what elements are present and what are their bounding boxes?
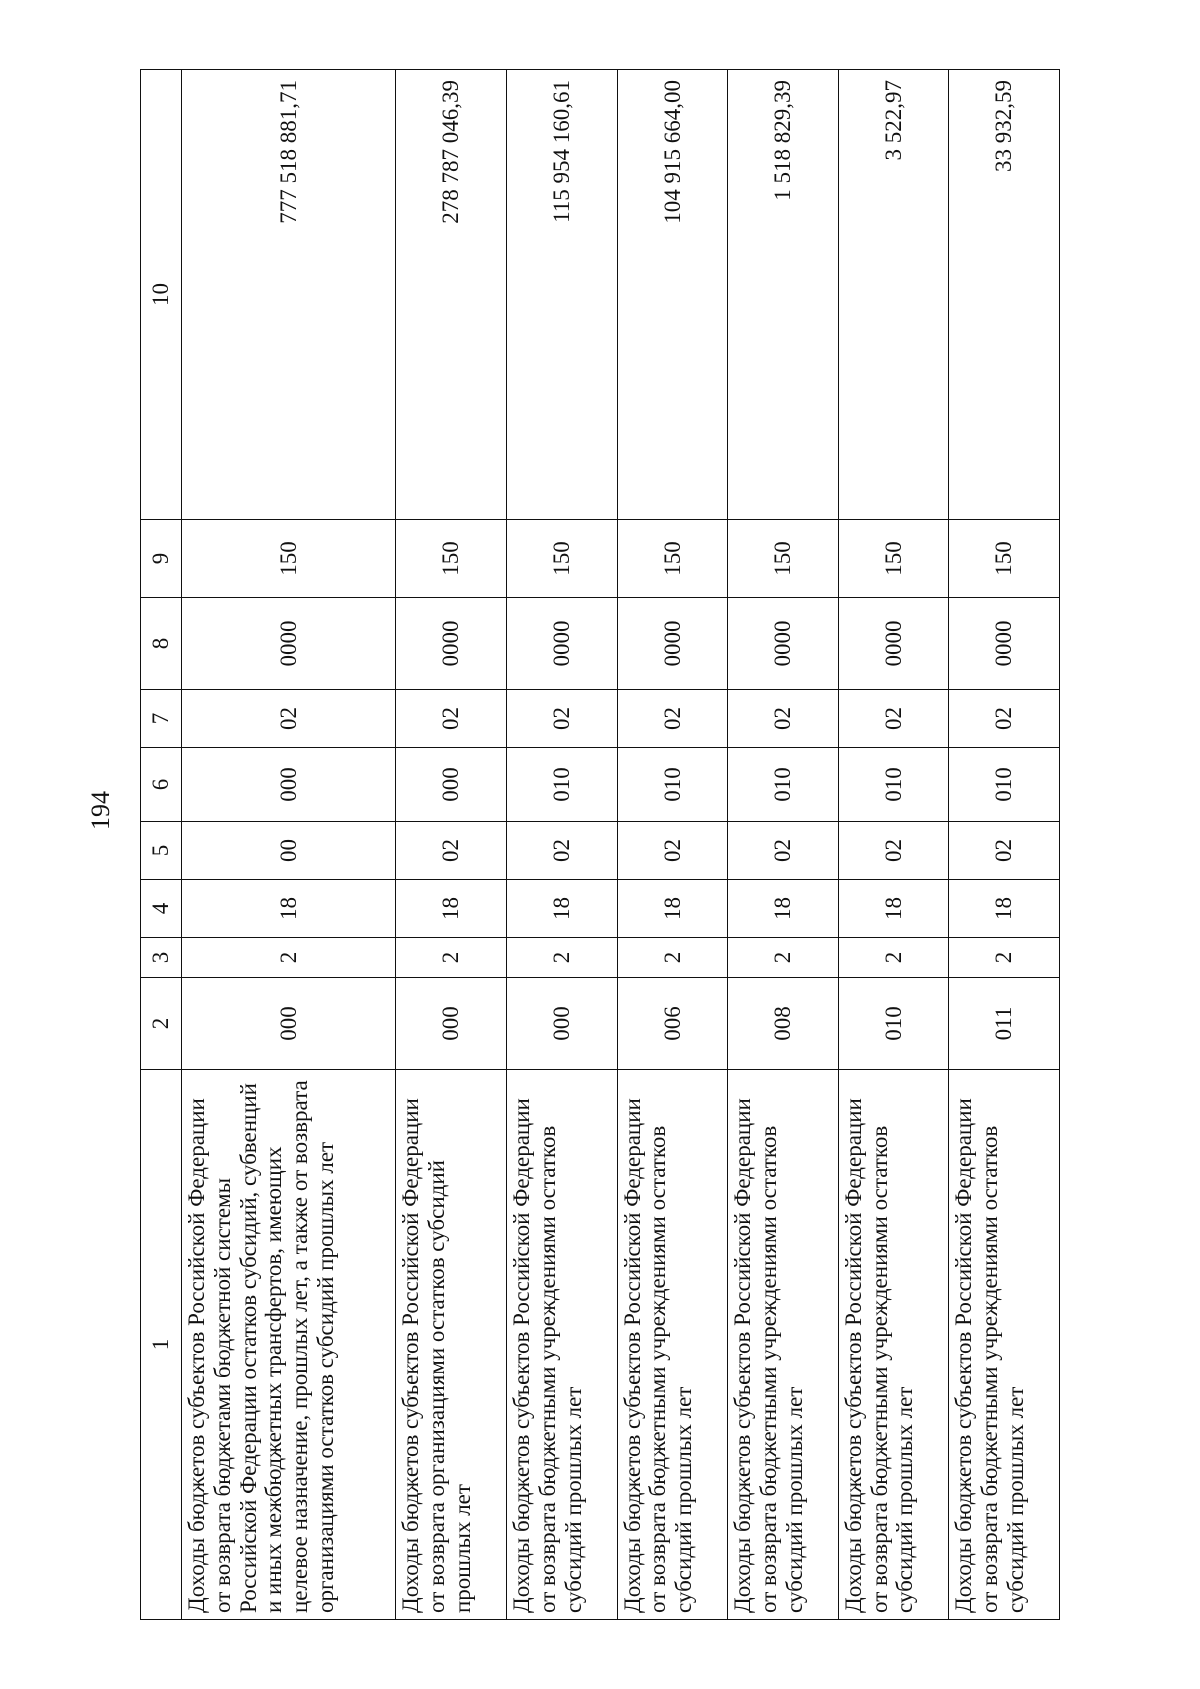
code-cell-c8: 0000	[617, 598, 728, 690]
code-cell-c6: 010	[617, 748, 728, 822]
column-header-2: 2	[141, 978, 182, 1070]
code-cell-c5: 02	[949, 822, 1060, 880]
code-cell-c4: 18	[949, 880, 1060, 938]
table-body	[182, 70, 1060, 1620]
code-cell-c9: 150	[396, 520, 507, 598]
code-cell-c2: 011	[949, 978, 1060, 1070]
code-cell-c3: 2	[182, 938, 396, 978]
code-cell-c9: 150	[728, 520, 839, 598]
code-cell-c5: 02	[617, 822, 728, 880]
column-header-9: 9	[141, 520, 182, 598]
code-cell-c8: 0000	[182, 598, 396, 690]
code-cell-c3: 2	[838, 938, 949, 978]
code-cell-c3: 2	[396, 938, 507, 978]
revenue-description: Доходы бюджетов субъектов Российской Федерации от возврата бюджетными учреждениями остатков субсидий прошлых лет	[507, 1070, 618, 1620]
table-row	[617, 70, 728, 1620]
revenue-description: Доходы бюджетов субъектов Российской Федерации от возврата бюджетными учреждениями остатков субсидий прошлых лет	[617, 1070, 728, 1620]
code-cell-c4: 18	[396, 880, 507, 938]
table-row	[838, 70, 949, 1620]
code-cell-c8: 0000	[396, 598, 507, 690]
code-cell-c2: 000	[396, 978, 507, 1070]
code-cell-c2: 008	[728, 978, 839, 1070]
code-cell-c9: 150	[182, 520, 396, 598]
amount-cell: 115 954 160,61	[507, 70, 618, 520]
code-cell-c3: 2	[617, 938, 728, 978]
code-cell-c7: 02	[396, 690, 507, 748]
column-header-5: 5	[141, 822, 182, 880]
code-cell-c4: 18	[838, 880, 949, 938]
code-cell-c9: 150	[617, 520, 728, 598]
code-cell-c7: 02	[728, 690, 839, 748]
table-row	[507, 70, 618, 1620]
code-cell-c2: 000	[507, 978, 618, 1070]
budget-table-container	[140, 70, 1060, 1620]
column-header-3: 3	[141, 938, 182, 978]
amount-cell: 3 522,97	[838, 70, 949, 520]
code-cell-c4: 18	[507, 880, 618, 938]
column-header-6: 6	[141, 748, 182, 822]
code-cell-c8: 0000	[949, 598, 1060, 690]
column-header-8: 8	[141, 598, 182, 690]
code-cell-c2: 006	[617, 978, 728, 1070]
code-cell-c6: 010	[728, 748, 839, 822]
code-cell-c3: 2	[728, 938, 839, 978]
code-cell-c9: 150	[949, 520, 1060, 598]
code-cell-c6: 010	[949, 748, 1060, 822]
code-cell-c5: 02	[728, 822, 839, 880]
code-cell-c8: 0000	[507, 598, 618, 690]
amount-cell: 278 787 046,39	[396, 70, 507, 520]
code-cell-c9: 150	[507, 520, 618, 598]
code-cell-c6: 010	[507, 748, 618, 822]
page-number: 194	[86, 791, 115, 830]
code-cell-c6: 010	[838, 748, 949, 822]
table-row	[949, 70, 1060, 1620]
code-cell-c5: 02	[838, 822, 949, 880]
amount-cell: 1 518 829,39	[728, 70, 839, 520]
code-cell-c8: 0000	[838, 598, 949, 690]
code-cell-c2: 000	[182, 978, 396, 1070]
code-cell-c6: 000	[396, 748, 507, 822]
revenue-description: Доходы бюджетов субъектов Российской Федерации от возврата бюджетами бюджетной системы Российской Федерации остатков субсидий, субвенций и иных межбюджетных трансфертов, имеющих целевое назначение, прошлых лет, а также от возврата организациями остатков субсидий прошлых лет	[182, 1070, 396, 1620]
code-cell-c5: 00	[182, 822, 396, 880]
code-cell-c4: 18	[728, 880, 839, 938]
header-row	[141, 70, 182, 1620]
column-header-7: 7	[141, 690, 182, 748]
code-cell-c4: 18	[617, 880, 728, 938]
revenue-description: Доходы бюджетов субъектов Российской Федерации от возврата бюджетными учреждениями остатков субсидий прошлых лет	[728, 1070, 839, 1620]
budget-revenue-table	[140, 69, 1060, 1620]
table-row	[182, 70, 396, 1620]
code-cell-c6: 000	[182, 748, 396, 822]
table-row	[728, 70, 839, 1620]
code-cell-c5: 02	[507, 822, 618, 880]
amount-cell: 104 915 664,00	[617, 70, 728, 520]
code-cell-c3: 2	[949, 938, 1060, 978]
column-header-1: 1	[141, 1070, 182, 1620]
code-cell-c5: 02	[396, 822, 507, 880]
column-header-10: 10	[141, 70, 182, 520]
revenue-description: Доходы бюджетов субъектов Российской Федерации от возврата бюджетными учреждениями остатков субсидий прошлых лет	[949, 1070, 1060, 1620]
amount-cell: 33 932,59	[949, 70, 1060, 520]
code-cell-c4: 18	[182, 880, 396, 938]
code-cell-c7: 02	[838, 690, 949, 748]
code-cell-c7: 02	[949, 690, 1060, 748]
code-cell-c7: 02	[182, 690, 396, 748]
revenue-description: Доходы бюджетов субъектов Российской Федерации от возврата организациями остатков субсидий прошлых лет	[396, 1070, 507, 1620]
column-header-4: 4	[141, 880, 182, 938]
code-cell-c7: 02	[617, 690, 728, 748]
code-cell-c3: 2	[507, 938, 618, 978]
amount-cell: 777 518 881,71	[182, 70, 396, 520]
revenue-description: Доходы бюджетов субъектов Российской Федерации от возврата бюджетными учреждениями остатков субсидий прошлых лет	[838, 1070, 949, 1620]
code-cell-c7: 02	[507, 690, 618, 748]
code-cell-c8: 0000	[728, 598, 839, 690]
code-cell-c2: 010	[838, 978, 949, 1070]
table-row	[396, 70, 507, 1620]
code-cell-c9: 150	[838, 520, 949, 598]
